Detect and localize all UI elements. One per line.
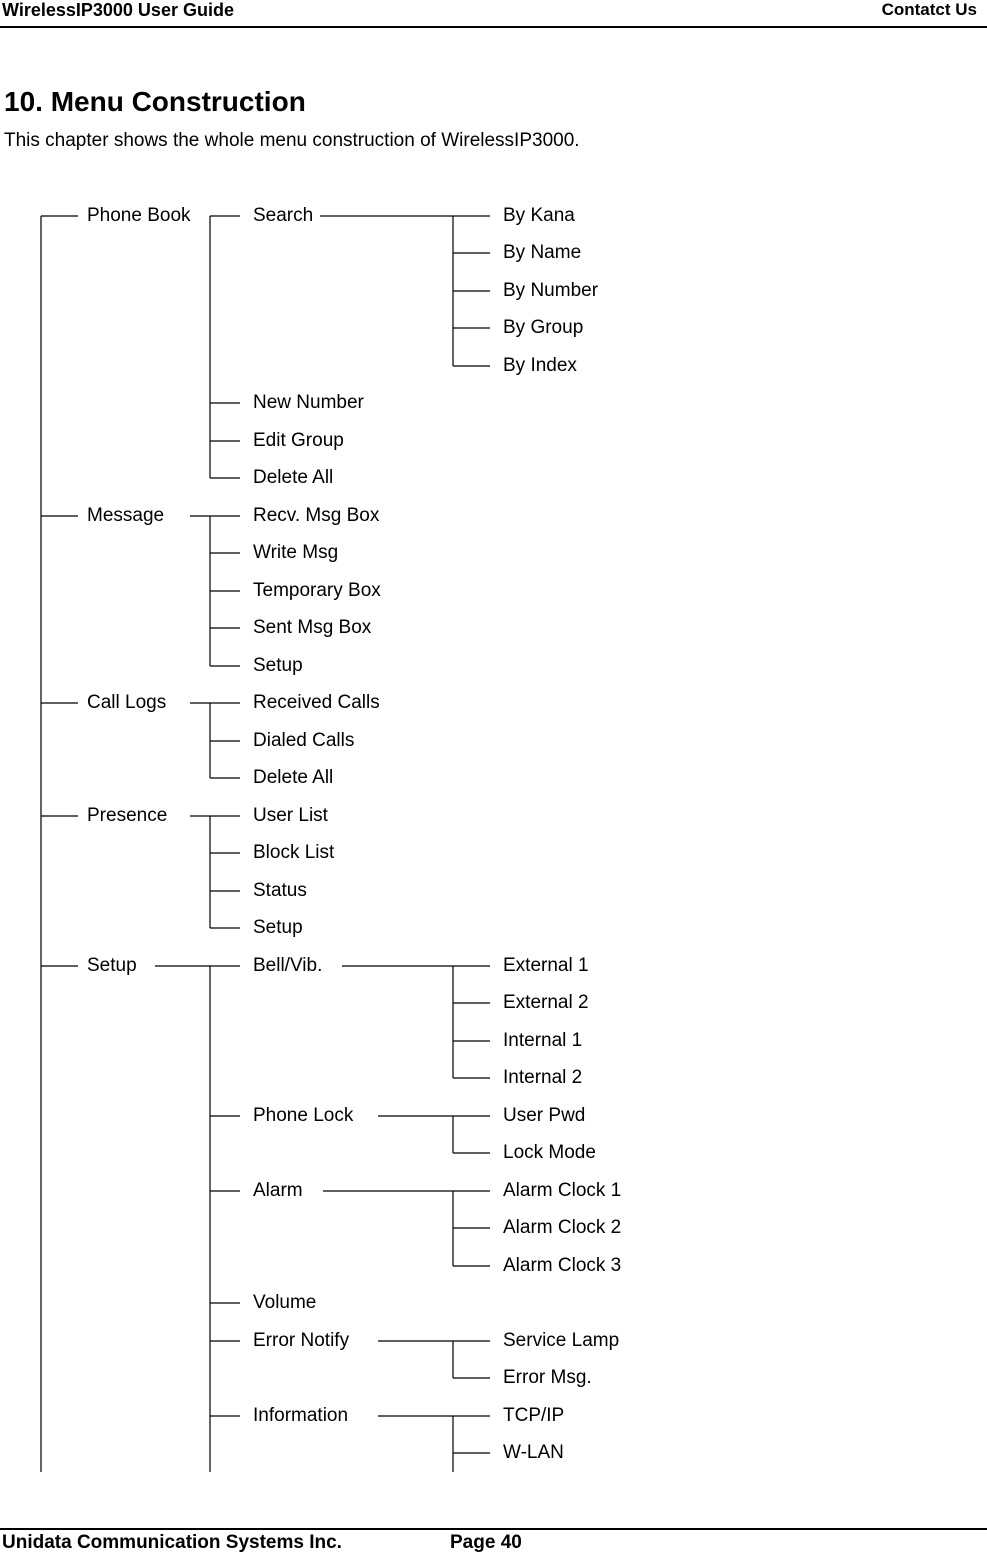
menu-dialed-calls[interactable]: Dialed Calls <box>253 730 355 751</box>
contact-us-link[interactable]: Contatct Us <box>881 0 977 19</box>
menu-w-lan[interactable]: W-LAN <box>503 1442 564 1463</box>
menu-information[interactable]: Information <box>253 1405 349 1426</box>
menu-by-number[interactable]: By Number <box>503 280 599 301</box>
menu-call-logs[interactable]: Call Logs <box>87 692 167 713</box>
menu-error-notify[interactable]: Error Notify <box>253 1330 350 1351</box>
menu-alarm[interactable]: Alarm <box>253 1180 303 1201</box>
menu-new-number[interactable]: New Number <box>253 392 364 413</box>
menu-block-list[interactable]: Block List <box>253 842 335 863</box>
menu-phone-lock[interactable]: Phone Lock <box>253 1105 354 1126</box>
menu-user-list[interactable]: User List <box>253 805 328 826</box>
menu-phone-book[interactable]: Phone Book <box>87 205 191 226</box>
menu-message-setup[interactable]: Setup <box>253 655 303 676</box>
menu-edit-group[interactable]: Edit Group <box>253 430 344 451</box>
menu-volume[interactable]: Volume <box>253 1292 317 1313</box>
menu-sent-msg-box[interactable]: Sent Msg Box <box>253 617 372 638</box>
footer-company: Unidata Communication Systems Inc. <box>2 1532 342 1553</box>
menu-tcp-ip[interactable]: TCP/IP <box>503 1405 565 1426</box>
menu-write-msg[interactable]: Write Msg <box>253 542 339 563</box>
menu-alarm-clock-1[interactable]: Alarm Clock 1 <box>503 1180 622 1201</box>
footer-page-number: Page 40 <box>450 1532 522 1553</box>
menu-lock-mode[interactable]: Lock Mode <box>503 1142 596 1163</box>
menu-internal-2[interactable]: Internal 2 <box>503 1067 583 1088</box>
menu-external-1[interactable]: External 1 <box>503 955 589 976</box>
chapter-title: 10. Menu Construction <box>4 86 306 117</box>
menu-by-index[interactable]: By Index <box>503 355 577 376</box>
menu-calllogs-delete-all[interactable]: Delete All <box>253 767 334 788</box>
footer-divider <box>0 1528 987 1530</box>
menu-service-lamp[interactable]: Service Lamp <box>503 1330 620 1351</box>
menu-presence-setup[interactable]: Setup <box>253 917 303 938</box>
menu-by-kana[interactable]: By Kana <box>503 205 575 226</box>
menu-alarm-clock-2[interactable]: Alarm Clock 2 <box>503 1217 622 1238</box>
menu-error-msg[interactable]: Error Msg. <box>503 1367 592 1388</box>
menu-setup[interactable]: Setup <box>87 955 137 976</box>
menu-message[interactable]: Message <box>87 505 165 526</box>
menu-bell-vib[interactable]: Bell/Vib. <box>253 955 323 976</box>
menu-external-2[interactable]: External 2 <box>503 992 589 1013</box>
chapter-intro: This chapter shows the whole menu construction of WirelessIP3000. <box>4 130 580 151</box>
menu-by-name[interactable]: By Name <box>503 242 582 263</box>
menu-phonebook-delete-all[interactable]: Delete All <box>253 467 334 488</box>
guide-title: WirelessIP3000 User Guide <box>2 0 234 20</box>
menu-recv-msg-box[interactable]: Recv. Msg Box <box>253 505 380 526</box>
menu-internal-1[interactable]: Internal 1 <box>503 1030 583 1051</box>
menu-alarm-clock-3[interactable]: Alarm Clock 3 <box>503 1255 622 1276</box>
menu-status[interactable]: Status <box>253 880 307 901</box>
menu-by-group[interactable]: By Group <box>503 317 584 338</box>
menu-received-calls[interactable]: Received Calls <box>253 692 380 713</box>
menu-search[interactable]: Search <box>253 205 314 226</box>
menu-temporary-box[interactable]: Temporary Box <box>253 580 381 601</box>
menu-presence[interactable]: Presence <box>87 805 168 826</box>
menu-user-pwd[interactable]: User Pwd <box>503 1105 586 1126</box>
